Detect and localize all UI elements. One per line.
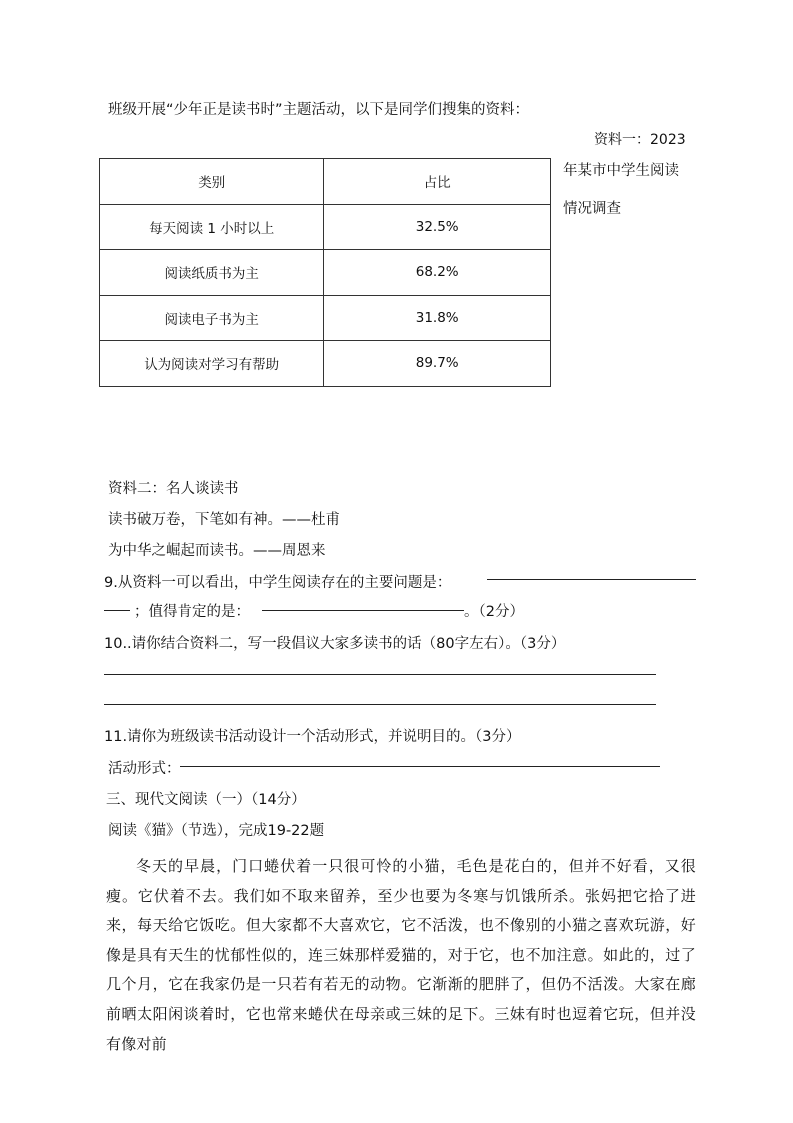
section-3-instruction: 阅读《猫》（节选），完成19-22题 bbox=[108, 823, 325, 839]
question-11-text: 11.请你为班级读书活动设计一个活动形式，并说明目的。（3分） bbox=[104, 729, 521, 745]
question-9-answer-line-1-cont[interactable] bbox=[104, 610, 130, 611]
question-11-activity-label: 活动形式： bbox=[108, 761, 181, 777]
table-cell-percentage: 89.7% bbox=[324, 341, 551, 387]
material2-quote-dufu: 读书破万卷，下笔如有神。——杜甫 bbox=[108, 512, 340, 528]
intro-text: 班级开展“少年正是读书时”主题活动，以下是同学们搜集的资料： bbox=[108, 102, 530, 118]
table-cell-percentage: 32.5% bbox=[324, 204, 551, 250]
question-9-answer-line-1[interactable] bbox=[487, 579, 696, 580]
table-cell-category: 阅读电子书为主 bbox=[100, 295, 324, 341]
table-row bbox=[100, 250, 551, 296]
section-3-title: 三、现代文阅读（一）（14分） bbox=[106, 792, 306, 808]
question-9-text: 9.从资料一可以看出，中学生阅读存在的主要问题是： bbox=[104, 575, 452, 591]
table-header-row bbox=[100, 159, 551, 205]
question-9-answer-line-2[interactable] bbox=[262, 610, 464, 611]
table-cell-percentage: 31.8% bbox=[324, 295, 551, 341]
material2-title: 资料二：名人谈读书 bbox=[108, 481, 239, 497]
table-cell-category: 阅读纸质书为主 bbox=[100, 250, 324, 296]
reading-survey-table bbox=[99, 158, 551, 387]
table-cell-percentage: 68.2% bbox=[324, 250, 551, 296]
material1-title-part1: 资料一：2023 bbox=[594, 132, 686, 148]
material1-title-part3: 情况调查 bbox=[563, 201, 621, 217]
table-cell-category: 认为阅读对学习有帮助 bbox=[100, 341, 324, 387]
cat-passage: 冬天的早晨，门口蜷伏着一只很可怜的小猫，毛色是花白的，但并不好看，又很瘦。它伏着不去。我们如不取来留养，至少也要为冬寒与饥饿所杀。张妈把它拾了进来，每天给它饭吃。但大家都不大喜欢它，它不活泼，也不像别的小猫之喜欢玩游，好像是具有天生的忧郁性似的，连三妹那样爱猫的，对于它，也不加注意。如此的，过了几个月，它在我家仍是一只若有若无的动物。它渐渐的肥胖了，但仍不活泼。大家在廊前晒太阳闲谈着时，它也常来蜷伏在母亲或三妹的足下。三妹有时也逗着它玩，但并没有像对前 bbox=[106, 857, 696, 1053]
question-9-cont-a: ；值得肯定的是： bbox=[134, 604, 250, 620]
question-10-answer-line-2[interactable] bbox=[104, 704, 656, 705]
table-header-percentage: 占比 bbox=[324, 159, 551, 205]
question-11-activity-answer-line[interactable] bbox=[180, 766, 660, 767]
material2-quote-zhouenlai: 为中华之崛起而读书。——周恩来 bbox=[108, 543, 326, 559]
table-row bbox=[100, 295, 551, 341]
question-10-answer-line-1[interactable] bbox=[104, 674, 656, 675]
table-header-category: 类别 bbox=[100, 159, 324, 205]
table-row bbox=[100, 341, 551, 387]
material1-title-part2: 年某市中学生阅读 bbox=[563, 163, 679, 179]
question-10-text: 10..请你结合资料二，写一段倡议大家多读书的话（80字左右）。（3分） bbox=[104, 636, 566, 652]
table-row bbox=[100, 204, 551, 250]
table-cell-category: 每天阅读 1 小时以上 bbox=[100, 204, 324, 250]
question-9-cont-b: 。（2分） bbox=[464, 604, 524, 620]
